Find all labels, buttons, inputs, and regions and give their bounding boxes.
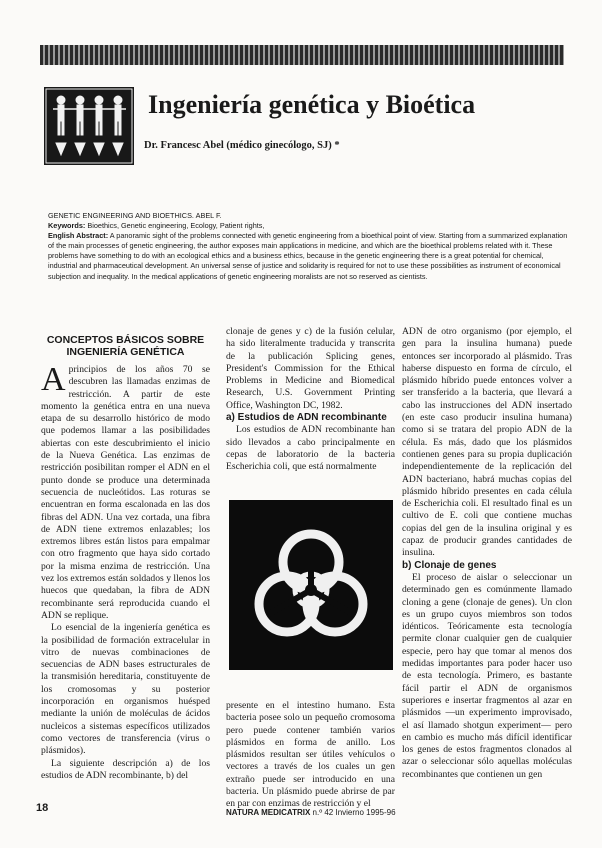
section-heading: CONCEPTOS BÁSICOS SOBRE INGENIERÍA GENÉTICA	[46, 334, 205, 358]
abstract-heading: GENETIC ENGINEERING AND BIOETHICS. ABEL F.	[48, 211, 222, 220]
drop-cap: A	[41, 361, 66, 398]
paragraph: El proceso de aislar o seleccionar un determinado gen es comúnmente llamado cloning a gene (clonaje de genes). Un clon es un grupo cuyos miembros son todos idénticos. Teóricamente esta tecnología permite clonar cualquier gen de cualquier especie, pero hay que tomar al menos dos medidas importantes para poder hacer uso de esta tecnología. Primero, es bastante fácil partir el ADN de organismos superiores e insertar fragmentos al azar en plásmidos —un experimento improvisado, el así llamado shotgun experiment— pero en cambio es mucho más difícil identificar los genes de estos fragmentos clonados al azar o seleccionar sólo aquellas moléculas recombinantes que contienen un gen	[402, 571, 572, 780]
article-title: Ingeniería genética y Bioética	[148, 90, 476, 119]
page-number: 18	[36, 802, 49, 814]
journal-issue: n.º 42	[312, 808, 334, 817]
english-abstract	[48, 231, 568, 281]
column-2-bottom	[226, 700, 395, 811]
footer-journal	[226, 808, 396, 817]
biohazard-icon	[229, 500, 393, 670]
figures-logo-icon	[44, 87, 134, 165]
journal-name: NATURA MEDICATRIX	[226, 808, 311, 817]
paragraph	[41, 361, 210, 622]
english-abstract-label: English Abstract:	[48, 231, 109, 241]
paragraph: clonaje de genes y c) de la fusión celular, ha sido literalmente traducida y transcrita de la publicación Splicing genes, President's Commission for the Ethical Problems in Medicine and Biomedical Research, U.S. Government Printing Office, Washington DC, 1982.	[226, 326, 395, 411]
paragraph: ADN de otro organismo (por ejemplo, el gen para la insulina humana) puede entonces ser incorporado al plásmido. Tras haberse dispuesto en forma de círculo, el plásmido híbrido puede entonces volver a ser transferido a la bacteria, que llevará a cabo las instrucciones del ADN insertado (en este caso producir insulina humana) como si se tratara del propio ADN de la célula. Es más, dado que los plásmidos contienen genes para su propia duplicación independientemente de la replicación del ADN bacteriano, habrá muchas copias del plásmido híbrido presentes en cada célula de Escherichia coli. El resultado final es un cultivo de E. coli que contiene muchas copias del gen de la insulina original y es capaz de producir grandes cantidades de insulina.	[402, 326, 572, 559]
top-decorative-bar	[40, 45, 564, 65]
paragraph: Lo esencial de la ingeniería genética es la posibilidad de formación extracelular in vitro de nuevas combinaciones de secuencias de ADN bases estructurales de la transmisión hereditaria, constituyente de los cromosomas y su posterior incorporación en organismos huésped mediante la unión de moléculas de ácidos nucleicos a sistemas específicos utilizados como vectores de transferencia (virus o plásmidos).	[41, 622, 210, 757]
paragraph: La siguiente descripción a) de los estudios de ADN recombinante, b) del	[41, 757, 210, 781]
english-abstract-text: A panoramic sight of the problems connected with genetic engineering from a bioethical point of view. Starting from a summarized explanation of the main processes of genetic engineering, the author exposes main applications in medicine, and which are the bioethical problems related with it. These problems have something to do with an ecological ethics and a business ethics, because in the genetic engineering there is a great potential for chemical, industrial and pharmaceutical development. An universal sense of justice and solidarity is required for not to use these possibilities as instrument of economical subjection and inequality. In the medical applications of genetic engineering moralists are not so reserved as cientists.	[48, 231, 568, 281]
paragraph-text: principios de los años 70 se descubren las llamadas enzimas de restricción. A partir de este momento la genética entra en una nueva etapa de su desarrollo histórico de modo que podemos llamar a las posibilidades abiertas con este descubrimiento el inicio de la Nueva Genética. Las enzimas de restricción posibilitan romper el ADN en el punto donde se produce una determinada secuencia de nucleótidos. Las roturas se encuentran en forma escalonada en las dos fibras del ADN. Una vez cortada, una fibra de ADN tiene extremos enlazables; los extremos libres están listos para empalmar con otro fragmento que haya sido cortado por la misma enzima de restricción. Una vez los extremos están soldados y llenos los huecos que quedaban, la fibra de ADN recombinante será reproducida cuando el ADN se replique.	[41, 364, 210, 621]
column-1	[41, 326, 210, 782]
paragraph: Los estudios de ADN recombinante han sido llevados a cabo principalmente en cepas de laboratorio de la bacteria Escherichia coli, que está normalmente	[226, 424, 395, 473]
journal-season: Invierno 1995-96	[335, 808, 396, 817]
column-2-top	[226, 326, 395, 474]
keywords-text: Bioethics, Genetic engineering, Ecology, Patient rights,	[87, 221, 265, 231]
paragraph: presente en el intestino humano. Esta bacteria posee solo un pequeño cromosoma pero puede contener también varios plásmidos en forma de anillo. Los plásmidos resultan ser útiles vehículos o vectores a través de los cuales un gen extraño puede ser introducido en una bacteria. Un plásmido puede abrirse de par en par con enzimas de restricción y el	[226, 700, 395, 810]
subheading-a: a) Estudios de ADN recombinante	[226, 412, 387, 424]
column-3	[402, 326, 572, 781]
article-author: Dr. Francesc Abel (médico ginecólogo, SJ) *	[144, 140, 340, 151]
abstract-block	[48, 211, 568, 282]
keywords-label: Keywords:	[48, 221, 86, 231]
keywords-line	[48, 221, 568, 231]
subheading-b: b) Clonaje de genes	[402, 559, 497, 571]
